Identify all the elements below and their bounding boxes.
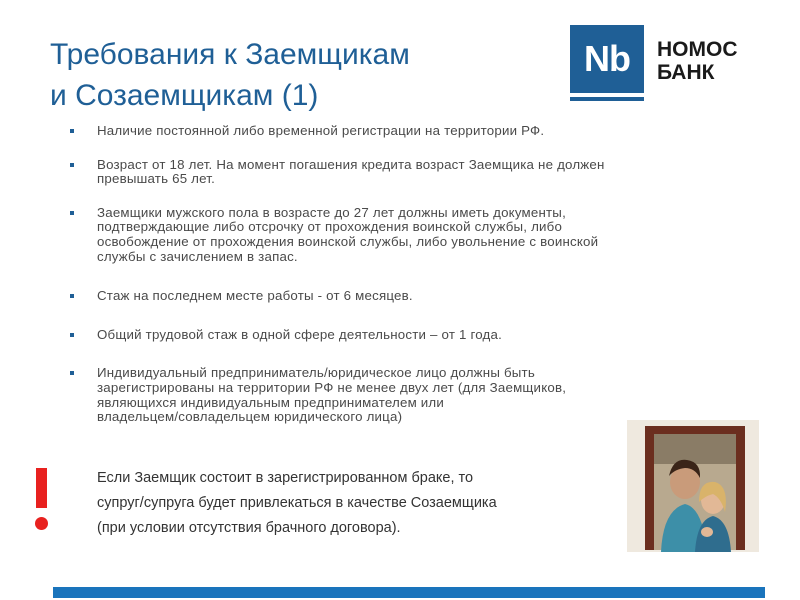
list-item-line: Индивидуальный предприниматель/юридическое лицо должны быть — [97, 365, 535, 381]
list-item-line: службы с зачислением в запас. — [97, 248, 298, 264]
list-item-line: подтверждающие либо отсрочку от прохождения воинской службы, либо — [97, 219, 563, 235]
list-item-line: Заемщики мужского пола в возрасте до 27 лет должны иметь документы, — [97, 204, 566, 220]
list-item — [70, 289, 760, 304]
slide-title-line-1: Требования к Заемщикам — [50, 38, 410, 71]
note-line-2: супруг/супруга будет привлекаться в качестве Созаемщика — [97, 495, 497, 511]
bullet-icon — [70, 163, 74, 167]
requirements-list — [70, 124, 760, 425]
list-item-line: Наличие постоянной либо временной регистрации на территории РФ. — [97, 123, 545, 138]
bullet-icon — [70, 371, 74, 375]
bullet-icon — [70, 333, 74, 337]
bullet-icon — [70, 129, 74, 133]
bullet-icon — [70, 294, 74, 298]
list-item — [70, 366, 760, 424]
bank-logo-text — [657, 38, 738, 84]
list-item — [70, 124, 760, 139]
slide-title — [50, 34, 550, 116]
exclamation-dot-icon — [35, 517, 48, 530]
footer-bar — [53, 587, 765, 598]
bank-logo-line-2: БАНК — [657, 61, 715, 84]
bank-logo-mark: Nb — [570, 25, 644, 97]
list-item-line: Возраст от 18 лет. На момент погашения кредита возраст Заемщика не должен — [97, 156, 605, 172]
list-item-line: освобождение от прохождения воинской службы, либо увольнение с воинской — [97, 233, 599, 249]
list-item — [70, 158, 760, 187]
list-item-line: превышать 65 лет. — [97, 171, 216, 187]
note-line-1: Если Заемщик состоит в зарегистрированном браке, то — [97, 470, 474, 486]
list-item — [70, 206, 760, 264]
list-item-line: Общий трудовой стаж в одной сфере деятельности – от 1 года. — [97, 326, 503, 342]
list-item-line: владельцем/совладельцем юридического лица) — [97, 409, 403, 425]
list-item-line: зарегистрированы на территории РФ не менее двух лет (для Заемщиков, — [97, 379, 567, 395]
list-item-line: являющихся индивидуальным предпринимателем или — [97, 394, 445, 410]
bank-logo-line-1: НОМОС — [657, 38, 738, 61]
note-line-3: (при условии отсутствия брачного договора). — [97, 520, 401, 536]
couple-photo-image — [627, 420, 759, 552]
list-item — [70, 328, 760, 343]
couple-photo — [627, 420, 759, 552]
list-item-line: Стаж на последнем месте работы - от 6 месяцев. — [97, 288, 413, 304]
marriage-note — [97, 466, 617, 541]
exclamation-icon — [36, 468, 47, 508]
bullet-icon — [70, 211, 74, 215]
slide-title-line-2: и Созаемщикам (1) — [50, 79, 319, 112]
